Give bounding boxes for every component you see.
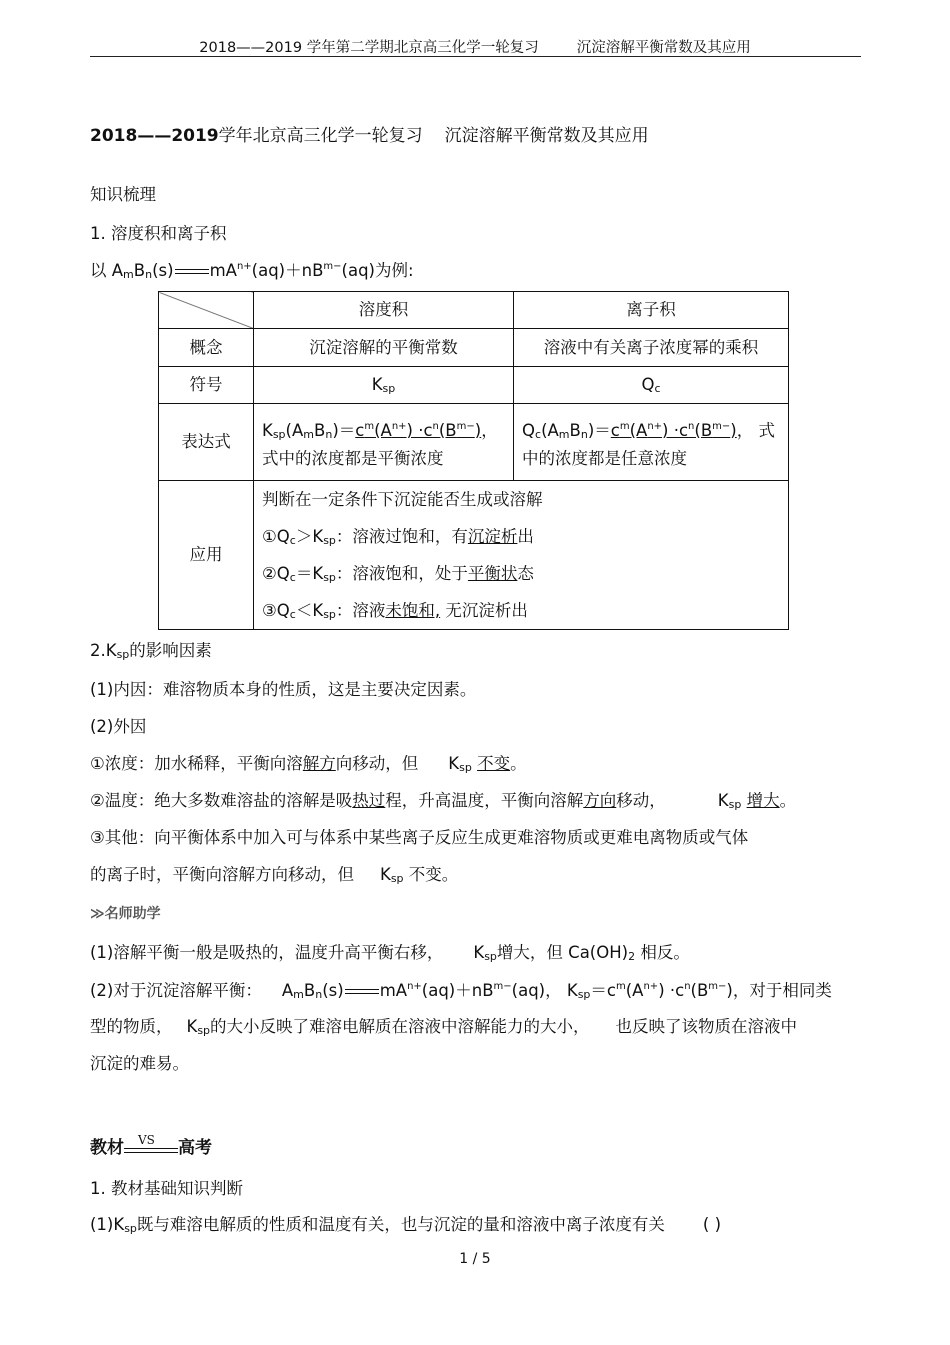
row-label-concept: 概念 [159,329,254,367]
answer-blank[interactable]: ( ) [702,1215,722,1234]
table-corner [159,292,254,329]
header-divider [90,56,861,57]
ksp-symbol: $K_{sp}$ [254,367,514,404]
qc-symbol: $Q_c$ [514,367,789,404]
application-case-1: $①Q_c>K_{sp}$：溶液过饱和，有沉淀析出 [262,527,534,547]
page-header [90,36,860,57]
tip-1: (1)溶解平衡一般是吸热的，温度升高平衡右移， $K_{sp}$增大，但 $Ca(OH)_2$ 相反。 [90,943,690,963]
section-knowledge: 知识梳理 [90,185,156,204]
vs-arrow: VS [124,1135,178,1161]
item-1-title: 1. 溶度积和离子积 [90,224,227,243]
qc-expression-note: 中的浓度都是任意浓度 [522,449,687,468]
external-factor: (2)外因 [90,717,147,736]
application-case-3: $③Q_c<K_{sp}$：溶液未饱和, 无沉淀析出 [262,601,528,621]
header-ksp: 溶度积 [254,292,514,329]
ksp-expression: $K_{sp}(A_mB_n)=c^m(A^{n+}) \cdot c^n(B^{m-})$， 式中的浓度都是平衡浓度 [254,404,514,481]
title-text: 学年北京高三化学一轮复习 [218,126,423,146]
header-qc: 离子积 [514,292,789,329]
page-title [90,125,649,147]
tip-2-line2: 型的物质， $K_{sp}$的大小反映了难溶电解质在溶液中溶解能力的大小， 也反映了该物质在溶液中 [90,1017,798,1037]
item-2-title: $2.K_{sp}$的影响因素 [90,641,212,661]
ksp-expression-note: 式中的浓度都是平衡浓度 [262,449,444,468]
header-right: 沉淀溶解平衡常数及其应用 [576,40,751,56]
qc-concept: 溶液中有关离子浓度幂的乘积 [514,329,789,367]
application-intro: 判断在一定条件下沉淀能否生成或溶解 [262,490,543,509]
title-topic: 沉淀溶解平衡常数及其应用 [444,126,649,146]
header-left: 2018——2019 学年第二学期北京高三化学一轮复习 [199,40,539,56]
row-label-application: 应用 [159,481,254,630]
row-label-symbol: 符号 [159,367,254,404]
factor-other-line1: ③其他：向平衡体系中加入可与体系中某些离子反应生成更难溶物质或更难电离物质或气体 [90,828,749,847]
internal-factor: (1)内因：难溶物质本身的性质，这是主要决定因素。 [90,680,477,699]
question-section: 1. 教材基础知识判断 [90,1179,243,1198]
tips-label: ≫名师助学 [90,906,161,922]
factor-concentration: ①浓度：加水稀释，平衡向溶解方向移动，但 $K_{sp}$ 不变。 [90,754,527,774]
question-1: $(1)K_{sp}$既与难溶电解质的性质和温度有关，也与沉淀的量和溶液中离子浓度有关 ( ) [90,1215,722,1235]
row-label-expression: 表达式 [159,404,254,481]
application-case-2: $②Q_c=K_{sp}$：溶液饱和，处于平衡状态 [262,564,534,584]
knowledge-table [158,291,789,630]
textbook-vs-exam: 教材 VS 高考 [90,1135,212,1161]
equilibrium-arrow [175,267,209,277]
ksp-concept: 沉淀溶解的平衡常数 [254,329,514,367]
factor-temperature: ②温度：绝大多数难溶盐的溶解是吸热过程，升高温度，平衡向溶解方向移动， $K_{sp}$ 增大。 [90,791,797,811]
qc-expression: $Q_c(A_mB_n)=c^m(A^{n+}) \cdot c^n(B^{m-})$， 式 中的浓度都是任意浓度 [514,404,789,481]
tip-2-line1: (2)对于沉淀溶解平衡： $A_mB_n(s)$ $mA^{n+}(aq)+nB^{m-}(aq)$， $K_{sp}=c^m(A^{n+}) \cdot c^n(B^{m-})$，对于相同类 [90,981,832,1001]
title-year: 2018——2019 [90,126,219,146]
example-line: 以 $A_mB_n(s)$ $mA^{n+}(aq)+nB^{m-}(aq)$为例: [90,261,414,281]
application-content [254,481,789,630]
tip-2-line3: 沉淀的难易。 [90,1054,189,1073]
page-number: 1 / 5 [459,1251,491,1267]
factor-other-line2: 的离子时，平衡向溶解方向移动，但 $K_{sp}$ 不变。 [90,865,459,885]
